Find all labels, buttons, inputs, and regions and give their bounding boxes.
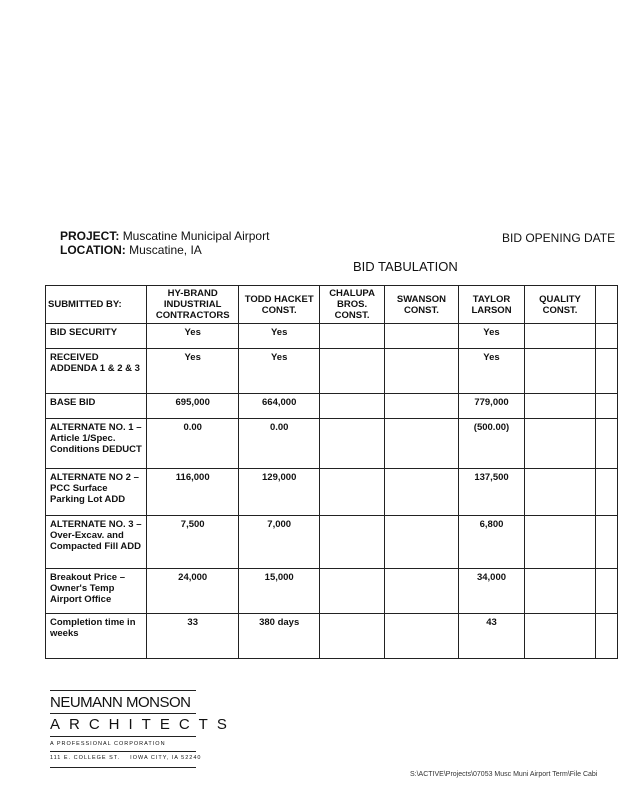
bid-cell bbox=[596, 614, 618, 659]
bid-cell: 7,000 bbox=[239, 516, 320, 569]
bid-cell bbox=[596, 394, 618, 419]
column-header: TODD HACKET CONST. bbox=[239, 286, 320, 324]
bid-cell: 33 bbox=[147, 614, 239, 659]
bid-cell bbox=[596, 516, 618, 569]
bid-cell bbox=[524, 394, 595, 419]
project-name: Muscatine Municipal Airport bbox=[122, 229, 270, 243]
bid-cell bbox=[524, 469, 595, 516]
bid-cell bbox=[524, 614, 595, 659]
bid-cell: 116,000 bbox=[147, 469, 239, 516]
location-value: Muscatine, IA bbox=[129, 243, 202, 257]
bid-cell: 129,000 bbox=[239, 469, 320, 516]
location-line bbox=[60, 243, 202, 257]
bid-cell: 24,000 bbox=[147, 569, 239, 614]
document-title: BID TABULATION bbox=[353, 259, 458, 274]
row-label: ALTERNATE NO. 1 – Article 1/Spec. Conditions DEDUCT bbox=[46, 419, 147, 469]
row-label: Breakout Price – Owner's Temp Airport Office bbox=[46, 569, 147, 614]
bid-cell bbox=[320, 516, 385, 569]
bid-cell: Yes bbox=[239, 324, 320, 349]
row-label: ALTERNATE NO. 3 – Over-Excav. and Compacted Fill ADD bbox=[46, 516, 147, 569]
row-label: RECEIVED ADDENDA 1 & 2 & 3 bbox=[46, 349, 147, 394]
table-row bbox=[46, 516, 618, 569]
bid-cell bbox=[384, 614, 458, 659]
project-label: PROJECT: bbox=[60, 229, 120, 243]
bid-cell: Yes bbox=[459, 324, 525, 349]
bid-cell bbox=[524, 516, 595, 569]
bid-cell: 15,000 bbox=[239, 569, 320, 614]
bid-cell bbox=[384, 516, 458, 569]
bid-cell: (500.00) bbox=[459, 419, 525, 469]
table-row bbox=[46, 569, 618, 614]
bid-cell: 34,000 bbox=[459, 569, 525, 614]
bid-cell: 779,000 bbox=[459, 394, 525, 419]
bid-cell bbox=[320, 324, 385, 349]
bid-cell bbox=[320, 349, 385, 394]
row-label: Completion time in weeks bbox=[46, 614, 147, 659]
bid-cell: Yes bbox=[147, 324, 239, 349]
bid-cell bbox=[384, 324, 458, 349]
bid-cell bbox=[596, 469, 618, 516]
table-row bbox=[46, 394, 618, 419]
bid-cell: Yes bbox=[239, 349, 320, 394]
bid-cell bbox=[596, 569, 618, 614]
column-header: SWANSON CONST. bbox=[384, 286, 458, 324]
bid-cell bbox=[524, 324, 595, 349]
row-label: BASE BID bbox=[46, 394, 147, 419]
bid-cell bbox=[384, 394, 458, 419]
logo-corporation: A PROFESSIONAL CORPORATION bbox=[50, 741, 166, 747]
bid-cell bbox=[320, 419, 385, 469]
column-header: QUALITY CONST. bbox=[524, 286, 595, 324]
bid-cell bbox=[524, 569, 595, 614]
table-row bbox=[46, 469, 618, 516]
bid-cell bbox=[596, 419, 618, 469]
logo-architects: ARCHITECTS bbox=[50, 716, 236, 733]
bid-opening-date: BID OPENING DATE bbox=[502, 231, 616, 245]
bid-cell bbox=[596, 349, 618, 394]
logo-name: NEUMANN MONSON bbox=[50, 694, 191, 711]
bid-cell bbox=[384, 349, 458, 394]
bid-cell: 380 days bbox=[239, 614, 320, 659]
bid-cell bbox=[384, 419, 458, 469]
table-row bbox=[46, 349, 618, 394]
table-row bbox=[46, 614, 618, 659]
row-label: BID SECURITY bbox=[46, 324, 147, 349]
bid-cell: 0.00 bbox=[147, 419, 239, 469]
bid-cell bbox=[384, 469, 458, 516]
bid-cell bbox=[596, 324, 618, 349]
column-header bbox=[596, 286, 618, 324]
bid-cell bbox=[524, 349, 595, 394]
column-header: HY-BRAND INDUSTRIAL CONTRACTORS bbox=[147, 286, 239, 324]
file-path: S:\ACTIVE\Projects\07053 Musc Muni Airport Term\File Cabi bbox=[410, 771, 598, 778]
column-header: SUBMITTED BY: bbox=[46, 286, 147, 324]
bid-cell: 43 bbox=[459, 614, 525, 659]
bid-cell bbox=[320, 469, 385, 516]
column-header: TAYLOR LARSON bbox=[459, 286, 525, 324]
bid-cell: 7,500 bbox=[147, 516, 239, 569]
bid-cell: 0.00 bbox=[239, 419, 320, 469]
bid-cell bbox=[320, 614, 385, 659]
bid-cell bbox=[524, 419, 595, 469]
table-row bbox=[46, 419, 618, 469]
bid-cell bbox=[384, 569, 458, 614]
bid-cell: 137,500 bbox=[459, 469, 525, 516]
bid-cell: 6,800 bbox=[459, 516, 525, 569]
project-line bbox=[60, 229, 269, 243]
row-label: ALTERNATE NO 2 – PCC Surface Parking Lot ADD bbox=[46, 469, 147, 516]
logo-address: 111 E. COLLEGE ST. IOWA CITY, IA 52240 bbox=[50, 755, 202, 761]
bid-cell: Yes bbox=[147, 349, 239, 394]
bid-cell: 664,000 bbox=[239, 394, 320, 419]
bid-cell bbox=[320, 569, 385, 614]
bid-cell: Yes bbox=[459, 349, 525, 394]
bid-cell bbox=[320, 394, 385, 419]
location-label: LOCATION: bbox=[60, 243, 126, 257]
bid-cell: 695,000 bbox=[147, 394, 239, 419]
table-row bbox=[46, 324, 618, 349]
column-header: CHALUPA BROS. CONST. bbox=[320, 286, 385, 324]
bid-table bbox=[45, 285, 618, 659]
